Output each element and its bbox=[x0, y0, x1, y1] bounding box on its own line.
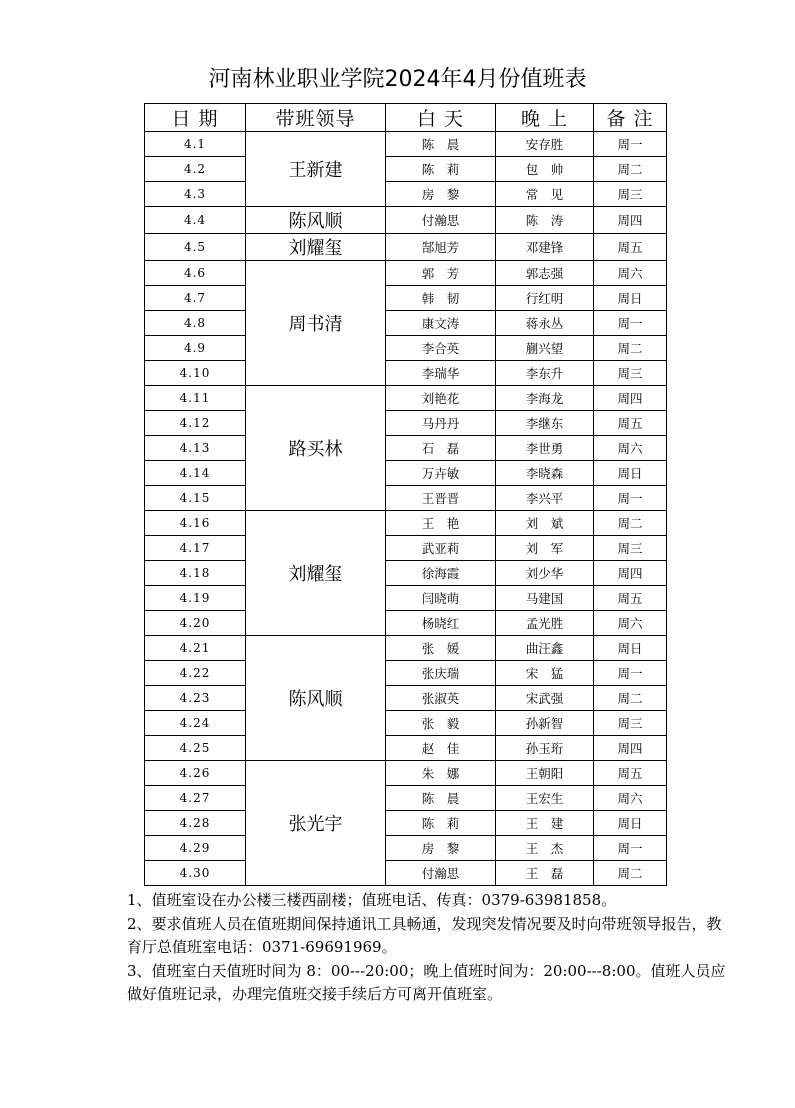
date-cell: 4.2 bbox=[145, 157, 246, 182]
night-duty-cell: 刘 军 bbox=[496, 536, 594, 561]
note-cell: 周三 bbox=[594, 536, 667, 561]
date-cell: 4.30 bbox=[145, 861, 246, 886]
date-cell: 4.5 bbox=[145, 234, 246, 261]
date-cell: 4.16 bbox=[145, 511, 246, 536]
date-cell: 4.12 bbox=[145, 411, 246, 436]
note-cell: 周一 bbox=[594, 486, 667, 511]
night-duty-cell: 王 建 bbox=[496, 811, 594, 836]
day-duty-cell: 李瑞华 bbox=[386, 361, 496, 386]
night-duty-cell: 蒯兴望 bbox=[496, 336, 594, 361]
night-duty-cell: 王宏生 bbox=[496, 786, 594, 811]
date-cell: 4.8 bbox=[145, 311, 246, 336]
day-duty-cell: 徐海霞 bbox=[386, 561, 496, 586]
note-cell: 周三 bbox=[594, 711, 667, 736]
leader-cell: 王新建 bbox=[246, 132, 386, 207]
night-duty-cell: 宋 猛 bbox=[496, 661, 594, 686]
table-row bbox=[145, 207, 667, 234]
note-cell: 周六 bbox=[594, 261, 667, 286]
note-cell: 周二 bbox=[594, 157, 667, 182]
date-cell: 4.7 bbox=[145, 286, 246, 311]
night-duty-cell: 李继东 bbox=[496, 411, 594, 436]
note-cell: 周一 bbox=[594, 661, 667, 686]
table-row bbox=[145, 486, 667, 511]
note-cell: 周四 bbox=[594, 736, 667, 761]
date-cell: 4.22 bbox=[145, 661, 246, 686]
day-duty-cell: 郭 芳 bbox=[386, 261, 496, 286]
table-row bbox=[145, 636, 667, 661]
day-duty-cell: 王 艳 bbox=[386, 511, 496, 536]
date-cell: 4.13 bbox=[145, 436, 246, 461]
note-cell: 周五 bbox=[594, 761, 667, 786]
date-cell: 4.4 bbox=[145, 207, 246, 234]
table-row bbox=[145, 132, 667, 157]
table-row bbox=[145, 686, 667, 711]
date-cell: 4.3 bbox=[145, 182, 246, 207]
date-cell: 4.23 bbox=[145, 686, 246, 711]
day-duty-cell: 赵 佳 bbox=[386, 736, 496, 761]
header-note: 备 注 bbox=[594, 104, 667, 132]
note-cell: 周三 bbox=[594, 182, 667, 207]
day-duty-cell: 马丹丹 bbox=[386, 411, 496, 436]
header-row bbox=[145, 104, 667, 132]
night-duty-cell: 王 磊 bbox=[496, 861, 594, 886]
note-cell: 周六 bbox=[594, 436, 667, 461]
day-duty-cell: 王晋晋 bbox=[386, 486, 496, 511]
date-cell: 4.27 bbox=[145, 786, 246, 811]
day-duty-cell: 石 磊 bbox=[386, 436, 496, 461]
note-cell: 周日 bbox=[594, 811, 667, 836]
note-cell: 周二 bbox=[594, 861, 667, 886]
night-duty-cell: 李兴平 bbox=[496, 486, 594, 511]
table-row bbox=[145, 511, 667, 536]
night-duty-cell: 刘 斌 bbox=[496, 511, 594, 536]
date-cell: 4.10 bbox=[145, 361, 246, 386]
table-row bbox=[145, 261, 667, 286]
table-row bbox=[145, 286, 667, 311]
table-row bbox=[145, 157, 667, 182]
table-row bbox=[145, 436, 667, 461]
date-cell: 4.28 bbox=[145, 811, 246, 836]
leader-cell: 刘耀玺 bbox=[246, 234, 386, 261]
table-row bbox=[145, 786, 667, 811]
day-duty-cell: 陈 莉 bbox=[386, 157, 496, 182]
date-cell: 4.11 bbox=[145, 386, 246, 411]
date-cell: 4.1 bbox=[145, 132, 246, 157]
note-cell: 周二 bbox=[594, 686, 667, 711]
leader-cell: 张光宇 bbox=[246, 761, 386, 886]
note-cell: 周日 bbox=[594, 461, 667, 486]
night-duty-cell: 陈 涛 bbox=[496, 207, 594, 234]
day-duty-cell: 康文涛 bbox=[386, 311, 496, 336]
note-cell: 周四 bbox=[594, 207, 667, 234]
day-duty-cell: 付瀚思 bbox=[386, 207, 496, 234]
note-3: 3、值班室白天值班时间为 8：00---20:00；晚上值班时间为：20:00---8:00。值班人员应做好值班记录，办理完值班交接手续后方可离开值班室。 bbox=[127, 961, 726, 1003]
date-cell: 4.25 bbox=[145, 736, 246, 761]
date-cell: 4.14 bbox=[145, 461, 246, 486]
header-date: 日 期 bbox=[145, 104, 246, 132]
table-row bbox=[145, 711, 667, 736]
table-row bbox=[145, 661, 667, 686]
note-2: 2、要求值班人员在值班期间保持通讯工具畅通，发现突发情况要及时向带班领导报告，教育厅总值班室电话：0371-69691969。 bbox=[127, 914, 722, 956]
header-leader: 带班领导 bbox=[246, 104, 386, 132]
day-duty-cell: 武亚莉 bbox=[386, 536, 496, 561]
note-cell: 周四 bbox=[594, 561, 667, 586]
duty-table-body bbox=[145, 132, 667, 886]
header-night: 晚 上 bbox=[496, 104, 594, 132]
night-duty-cell: 李海龙 bbox=[496, 386, 594, 411]
table-row bbox=[145, 411, 667, 436]
note-cell: 周二 bbox=[594, 336, 667, 361]
date-cell: 4.9 bbox=[145, 336, 246, 361]
table-row bbox=[145, 836, 667, 861]
night-duty-cell: 包 帅 bbox=[496, 157, 594, 182]
date-cell: 4.15 bbox=[145, 486, 246, 511]
leader-cell: 陈风顺 bbox=[246, 636, 386, 761]
night-duty-cell: 孙玉珩 bbox=[496, 736, 594, 761]
table-row bbox=[145, 586, 667, 611]
night-duty-cell: 王朝阳 bbox=[496, 761, 594, 786]
day-duty-cell: 陈 晨 bbox=[386, 786, 496, 811]
table-row bbox=[145, 811, 667, 836]
note-cell: 周一 bbox=[594, 311, 667, 336]
day-duty-cell: 张 媛 bbox=[386, 636, 496, 661]
date-cell: 4.17 bbox=[145, 536, 246, 561]
note-cell: 周五 bbox=[594, 234, 667, 261]
note-cell: 周五 bbox=[594, 411, 667, 436]
day-duty-cell: 杨晓红 bbox=[386, 611, 496, 636]
day-duty-cell: 陈 晨 bbox=[386, 132, 496, 157]
day-duty-cell: 郜旭芳 bbox=[386, 234, 496, 261]
table-row bbox=[145, 536, 667, 561]
note-cell: 周日 bbox=[594, 286, 667, 311]
header-day: 白 天 bbox=[386, 104, 496, 132]
leader-cell: 周书清 bbox=[246, 261, 386, 386]
day-duty-cell: 刘艳花 bbox=[386, 386, 496, 411]
table-row bbox=[145, 182, 667, 207]
night-duty-cell: 李世勇 bbox=[496, 436, 594, 461]
notes bbox=[127, 889, 727, 1007]
note-cell: 周一 bbox=[594, 132, 667, 157]
note-cell: 周二 bbox=[594, 511, 667, 536]
table-row bbox=[145, 386, 667, 411]
night-duty-cell: 李东升 bbox=[496, 361, 594, 386]
night-duty-cell: 马建国 bbox=[496, 586, 594, 611]
date-cell: 4.29 bbox=[145, 836, 246, 861]
night-duty-cell: 曲汪鑫 bbox=[496, 636, 594, 661]
day-duty-cell: 房 黎 bbox=[386, 182, 496, 207]
table-row bbox=[145, 461, 667, 486]
night-duty-cell: 孙新智 bbox=[496, 711, 594, 736]
day-duty-cell: 张 毅 bbox=[386, 711, 496, 736]
night-duty-cell: 蒋永丛 bbox=[496, 311, 594, 336]
leader-cell: 路买林 bbox=[246, 386, 386, 511]
day-duty-cell: 张庆瑞 bbox=[386, 661, 496, 686]
date-cell: 4.19 bbox=[145, 586, 246, 611]
night-duty-cell: 行红明 bbox=[496, 286, 594, 311]
table-row bbox=[145, 561, 667, 586]
table-row bbox=[145, 761, 667, 786]
night-duty-cell: 安存胜 bbox=[496, 132, 594, 157]
date-cell: 4.24 bbox=[145, 711, 246, 736]
page-title: 河南林业职业学院2024年4月份值班表 bbox=[208, 67, 587, 92]
day-duty-cell: 李合英 bbox=[386, 336, 496, 361]
day-duty-cell: 陈 莉 bbox=[386, 811, 496, 836]
day-duty-cell: 朱 娜 bbox=[386, 761, 496, 786]
leader-cell: 陈风顺 bbox=[246, 207, 386, 234]
note-cell: 周六 bbox=[594, 786, 667, 811]
day-duty-cell: 房 黎 bbox=[386, 836, 496, 861]
date-cell: 4.18 bbox=[145, 561, 246, 586]
note-cell: 周一 bbox=[594, 836, 667, 861]
day-duty-cell: 韩 韧 bbox=[386, 286, 496, 311]
night-duty-cell: 宋武强 bbox=[496, 686, 594, 711]
table-row bbox=[145, 736, 667, 761]
table-row bbox=[145, 336, 667, 361]
table-row bbox=[145, 234, 667, 261]
note-cell: 周三 bbox=[594, 361, 667, 386]
night-duty-cell: 常 见 bbox=[496, 182, 594, 207]
date-cell: 4.26 bbox=[145, 761, 246, 786]
leader-cell: 刘耀玺 bbox=[246, 511, 386, 636]
table-row bbox=[145, 361, 667, 386]
night-duty-cell: 孟光胜 bbox=[496, 611, 594, 636]
night-duty-cell: 刘少华 bbox=[496, 561, 594, 586]
date-cell: 4.20 bbox=[145, 611, 246, 636]
day-duty-cell: 付瀚思 bbox=[386, 861, 496, 886]
night-duty-cell: 郭志强 bbox=[496, 261, 594, 286]
duty-table bbox=[144, 103, 667, 886]
day-duty-cell: 张淑英 bbox=[386, 686, 496, 711]
night-duty-cell: 邓建锋 bbox=[496, 234, 594, 261]
table-row bbox=[145, 861, 667, 886]
date-cell: 4.6 bbox=[145, 261, 246, 286]
date-cell: 4.21 bbox=[145, 636, 246, 661]
note-cell: 周六 bbox=[594, 611, 667, 636]
note-cell: 周日 bbox=[594, 636, 667, 661]
night-duty-cell: 王 杰 bbox=[496, 836, 594, 861]
day-duty-cell: 闫晓萌 bbox=[386, 586, 496, 611]
table-row bbox=[145, 611, 667, 636]
table-row bbox=[145, 311, 667, 336]
day-duty-cell: 万卉敏 bbox=[386, 461, 496, 486]
note-1: 1、值班室设在办公楼三楼西副楼；值班电话、传真：0379-63981858。 bbox=[127, 891, 617, 909]
note-cell: 周四 bbox=[594, 386, 667, 411]
night-duty-cell: 李晓森 bbox=[496, 461, 594, 486]
note-cell: 周五 bbox=[594, 586, 667, 611]
